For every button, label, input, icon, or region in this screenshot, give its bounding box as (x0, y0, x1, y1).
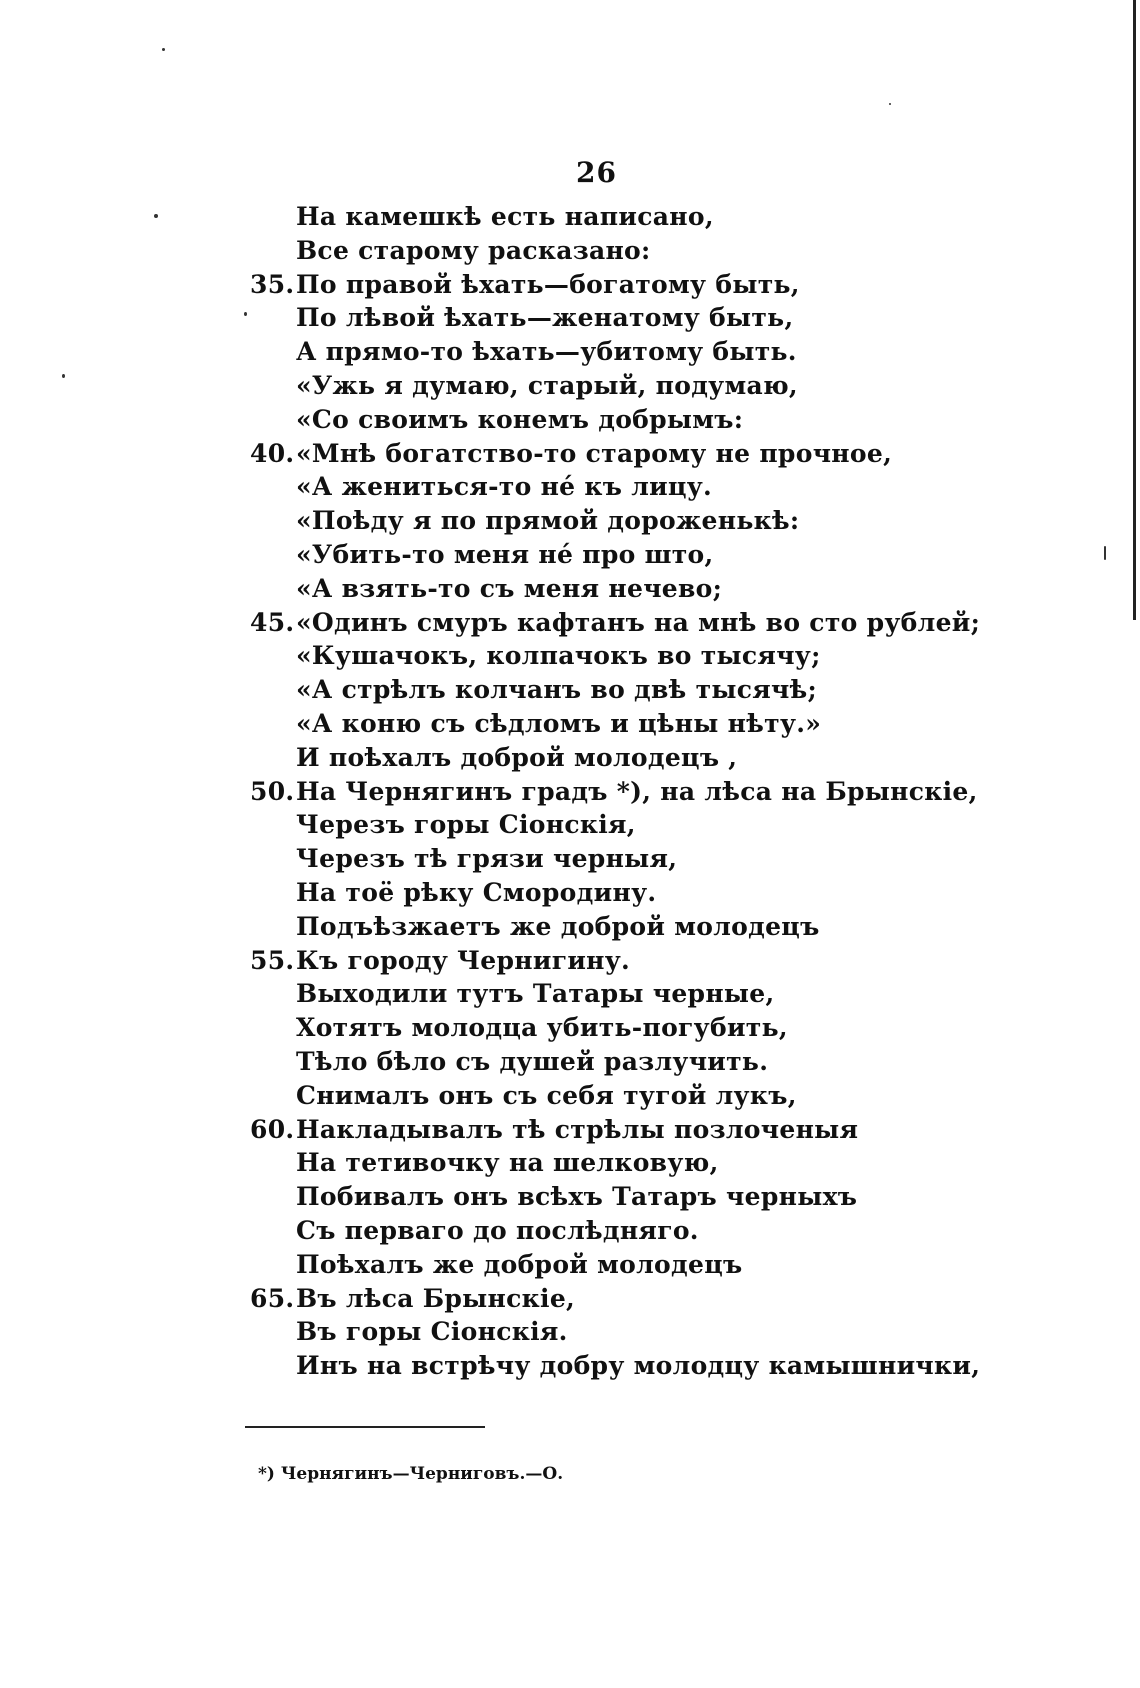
line-text: На тетивочку на шелковую, (296, 1148, 719, 1178)
line-number: 35. (250, 269, 295, 299)
verse-line (250, 876, 1070, 910)
verse-line (250, 910, 1070, 944)
verse-line (250, 1079, 1070, 1113)
line-text: Снималъ онъ съ себя тугой лукъ, (296, 1080, 797, 1110)
line-text: На камешкѣ есть написано, (296, 202, 714, 231)
line-text: Побивалъ онъ всѣхъ Татаръ черныхъ (296, 1182, 858, 1212)
verse-line (250, 673, 1070, 707)
verse-line (250, 944, 1070, 978)
line-text: «А стрѣлъ колчанъ во двѣ тысячѣ; (296, 675, 818, 705)
line-text: «Ужь я думаю, старый, подумаю, (296, 370, 798, 400)
verse-line (250, 572, 1070, 606)
line-text: По лѣвой ѣхать—женатому быть, (296, 303, 794, 333)
verse-line (250, 842, 1070, 876)
footnote-rule (245, 1426, 485, 1428)
speck (154, 214, 158, 218)
verse-line (250, 606, 1070, 640)
verse-line (250, 268, 1070, 302)
line-text: Поѣхалъ же доброй молодецъ (296, 1249, 743, 1279)
footnote: *) Чернягинъ—Черниговъ.—О. (258, 1464, 564, 1484)
verse-line (250, 808, 1070, 842)
line-text: Въ лѣса Брынскіе, (296, 1283, 576, 1313)
verse-line (250, 1282, 1070, 1316)
speck (889, 103, 891, 105)
line-text: «Поѣду я по прямой дороженькѣ: (296, 506, 800, 536)
line-text: Подъѣзжаетъ же доброй молодецъ (296, 911, 820, 941)
verse-line (250, 504, 1070, 538)
line-text: «А коню съ сѣдломъ и цѣны нѣту.» (296, 708, 822, 738)
verse-line (250, 977, 1070, 1011)
line-number: 55. (250, 945, 295, 975)
line-text: Въ горы Сіонскія. (296, 1317, 568, 1347)
verse-line (250, 301, 1070, 335)
line-text: Черезъ тѣ грязи черныя, (296, 844, 678, 874)
verse-line (250, 369, 1070, 403)
verse-line (250, 234, 1070, 268)
page-number: 26 (576, 156, 617, 189)
line-number: 60. (250, 1114, 295, 1144)
line-text: И поѣхалъ доброй молодецъ , (296, 742, 738, 772)
verse-line (250, 1011, 1070, 1045)
verse-line (250, 1214, 1070, 1248)
line-text: Къ городу Чернигину. (296, 945, 631, 975)
verse-line (250, 639, 1070, 673)
speck (244, 312, 247, 316)
line-number: 45. (250, 607, 295, 637)
line-text: По правой ѣхать—богатому быть, (296, 269, 800, 299)
line-text: «Кушачокъ, колпачокъ во тысячу; (296, 641, 821, 671)
line-number: 40. (250, 438, 295, 468)
line-number: 65. (250, 1283, 295, 1313)
verse-line (250, 1045, 1070, 1079)
verse-line (250, 1180, 1070, 1214)
line-text: «Одинъ смуръ кафтанъ на мнѣ во сто рублей; (296, 607, 981, 637)
line-text: Черезъ горы Сіонскія, (296, 810, 636, 840)
line-text: «Со своимъ конемъ добрымъ: (296, 404, 744, 434)
verse-line (250, 1349, 1070, 1383)
verse-line (250, 1315, 1070, 1349)
verse-block (250, 200, 1070, 1383)
line-text: На Чернягинъ градъ *), на лѣса на Брынскіе, (296, 776, 978, 806)
line-text: Выходили тутъ Татары черные, (296, 979, 775, 1009)
verse-line (250, 437, 1070, 471)
verse-line (250, 403, 1070, 437)
line-text: «А взять-то съ меня нечево; (296, 573, 723, 603)
verse-line (250, 335, 1070, 369)
line-text: Съ перваго до послѣдняго. (296, 1215, 699, 1245)
line-text: Хотятъ молодца убить-погубить, (296, 1013, 788, 1043)
verse-line (250, 200, 1070, 234)
verse-line (250, 538, 1070, 572)
speck (62, 374, 65, 378)
verse-line (250, 1113, 1070, 1147)
verse-line (250, 775, 1070, 809)
line-text: Накладывалъ тѣ стрѣлы позлоченыя (296, 1114, 859, 1144)
speck (1104, 546, 1106, 560)
line-number: 50. (250, 776, 295, 806)
verse-line (250, 470, 1070, 504)
line-text: Тѣло бѣло съ душей разлучить. (296, 1046, 769, 1076)
line-text: Все старому расказано: (296, 235, 651, 265)
verse-line (250, 741, 1070, 775)
verse-line (250, 1146, 1070, 1180)
line-text: «Убить-то меня нé про што, (296, 539, 714, 569)
line-text: «А жениться-то нé къ лицу. (296, 472, 713, 502)
line-text: Инъ на встрѣчу добру молодцу камышнички, (296, 1351, 981, 1381)
verse-line (250, 707, 1070, 741)
speck (162, 48, 165, 51)
line-text: А прямо-то ѣхать—убитому быть. (296, 337, 797, 367)
verse-line (250, 1248, 1070, 1282)
page-binding-edge (1133, 0, 1136, 620)
line-text: На тоё рѣку Смородину. (296, 877, 657, 907)
line-text: «Мнѣ богатство-то старому не прочное, (296, 438, 893, 468)
